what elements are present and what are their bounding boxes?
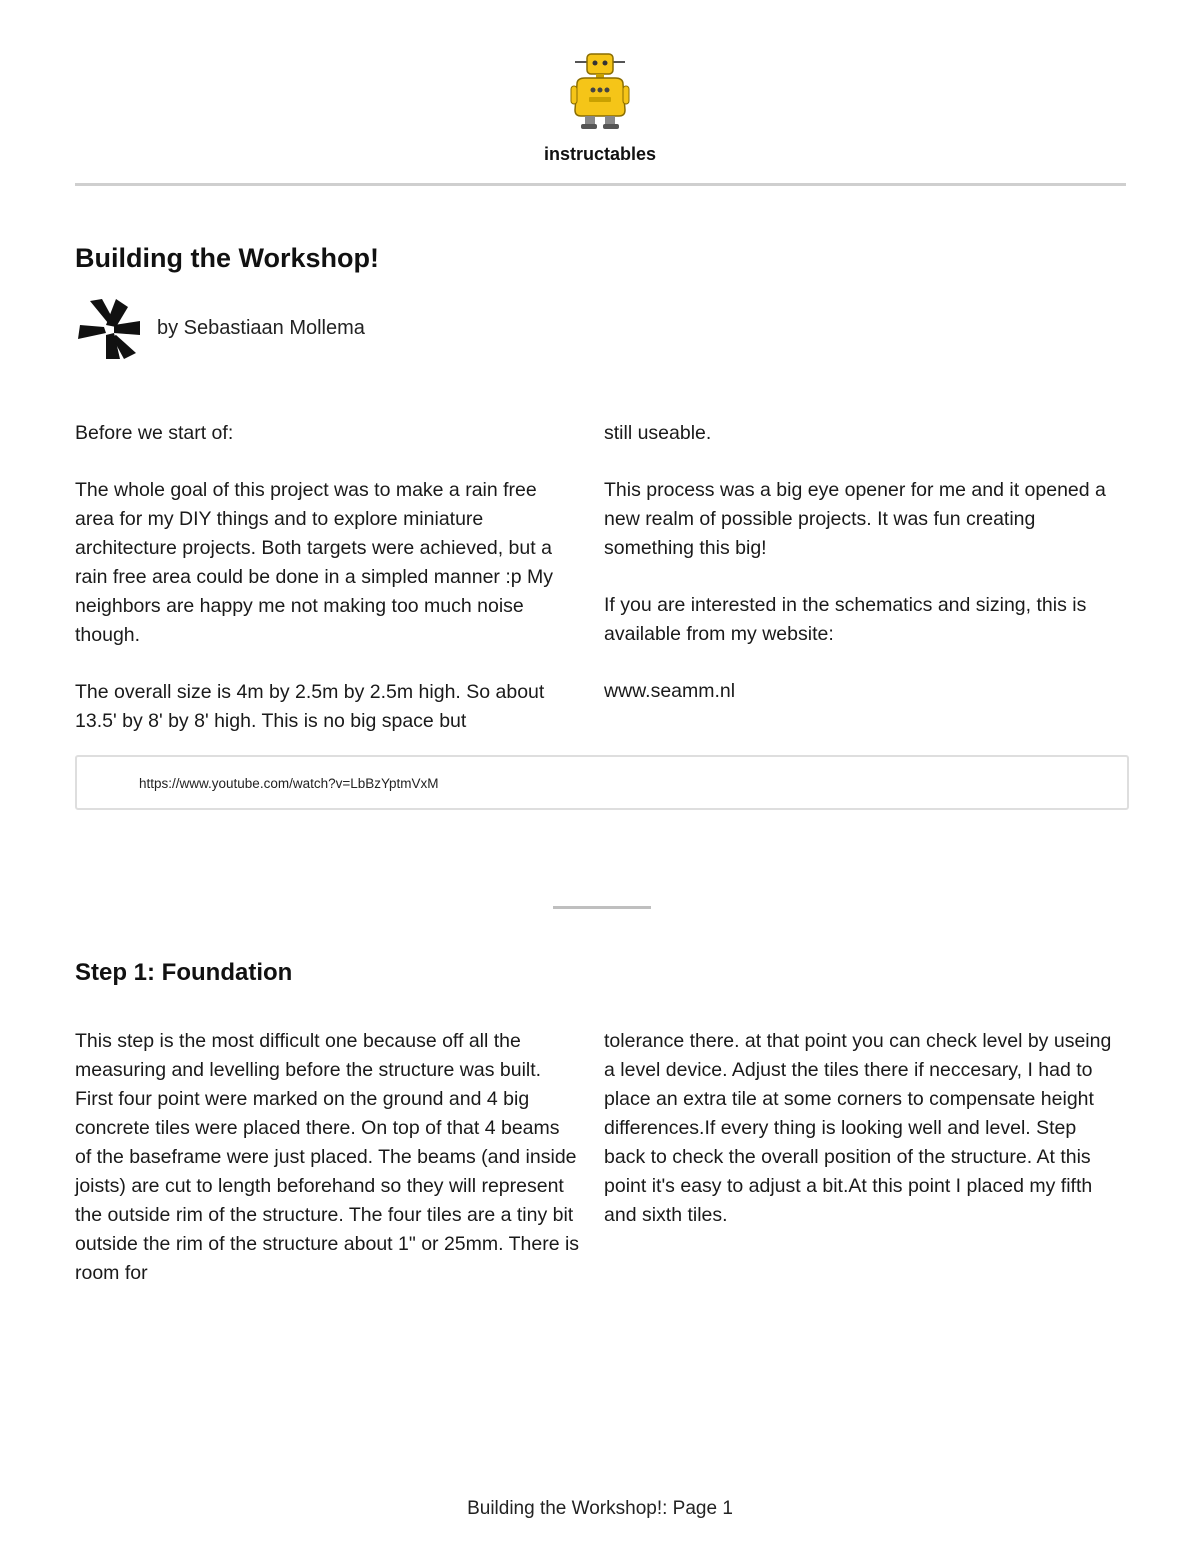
- intro-paragraph: still useable.: [604, 422, 712, 444]
- page-title: Building the Workshop!: [75, 243, 379, 273]
- pinwheel-avatar-icon[interactable]: [75, 296, 145, 362]
- intro-paragraph: The whole goal of this project was to make a rain free area for my DIY things and to explore miniature architecture projects. Both targets were achieved, but a rain free area could be done in a simpled manner :p My neighbors are happy me not making too much noise though.: [75, 479, 554, 646]
- intro-column-right: [604, 419, 1109, 734]
- section-divider: [553, 906, 651, 909]
- video-url-link[interactable]: https://www.youtube.com/watch?v=LbBzYptmVxM: [139, 776, 439, 791]
- intro-column-left: [75, 419, 575, 764]
- header-divider: [75, 183, 1126, 186]
- step-text-left: This step is the most difficult one because off all the measuring and levelling before the structure was built. First four point were marked on the ground and 4 big concrete tiles were placed there. On top of that 4 beams of the baseframe were just placed. The beams (and inside joists) are cut to length beforehand so they will represent the outside rim of the structure. The four tiles are a tiny bit outside the rim of the structure about 1" or 25mm. There is room for: [75, 1030, 580, 1284]
- video-embed-box[interactable]: [75, 755, 1129, 810]
- intro-paragraph: Before we start of:: [75, 422, 234, 444]
- intro-paragraph: The overall size is 4m by 2.5m by 2.5m high. So about 13.5' by 8' by 8' high. This is no big space but: [75, 681, 545, 732]
- brand-name[interactable]: instructables: [543, 144, 657, 164]
- step-title: Step 1: Foundation: [75, 959, 293, 986]
- step-text-right: tolerance there. at that point you can check level by useing a level device. Adjust the tiles there if neccesary, I had to place an extra tile at some corners to compensate height differences.If every thing is looking well and level. Step back to check the overall position of the structure. At this point it's easy to adjust a bit.At this point I placed my fifth and sixth tiles.: [604, 1030, 1112, 1226]
- intro-paragraph: This process was a big eye opener for me and it opened a new realm of possible projects. It was fun creating something this big!: [604, 479, 1106, 559]
- page-footer: Building the Workshop!: Page 1: [467, 1498, 733, 1519]
- author-byline[interactable]: by Sebastiaan Mollema: [157, 317, 365, 339]
- intro-paragraph: If you are interested in the schematics and sizing, this is available from my website:: [604, 594, 1087, 645]
- robot-mascot-icon: [565, 50, 635, 132]
- website-link[interactable]: www.seamm.nl: [604, 680, 736, 702]
